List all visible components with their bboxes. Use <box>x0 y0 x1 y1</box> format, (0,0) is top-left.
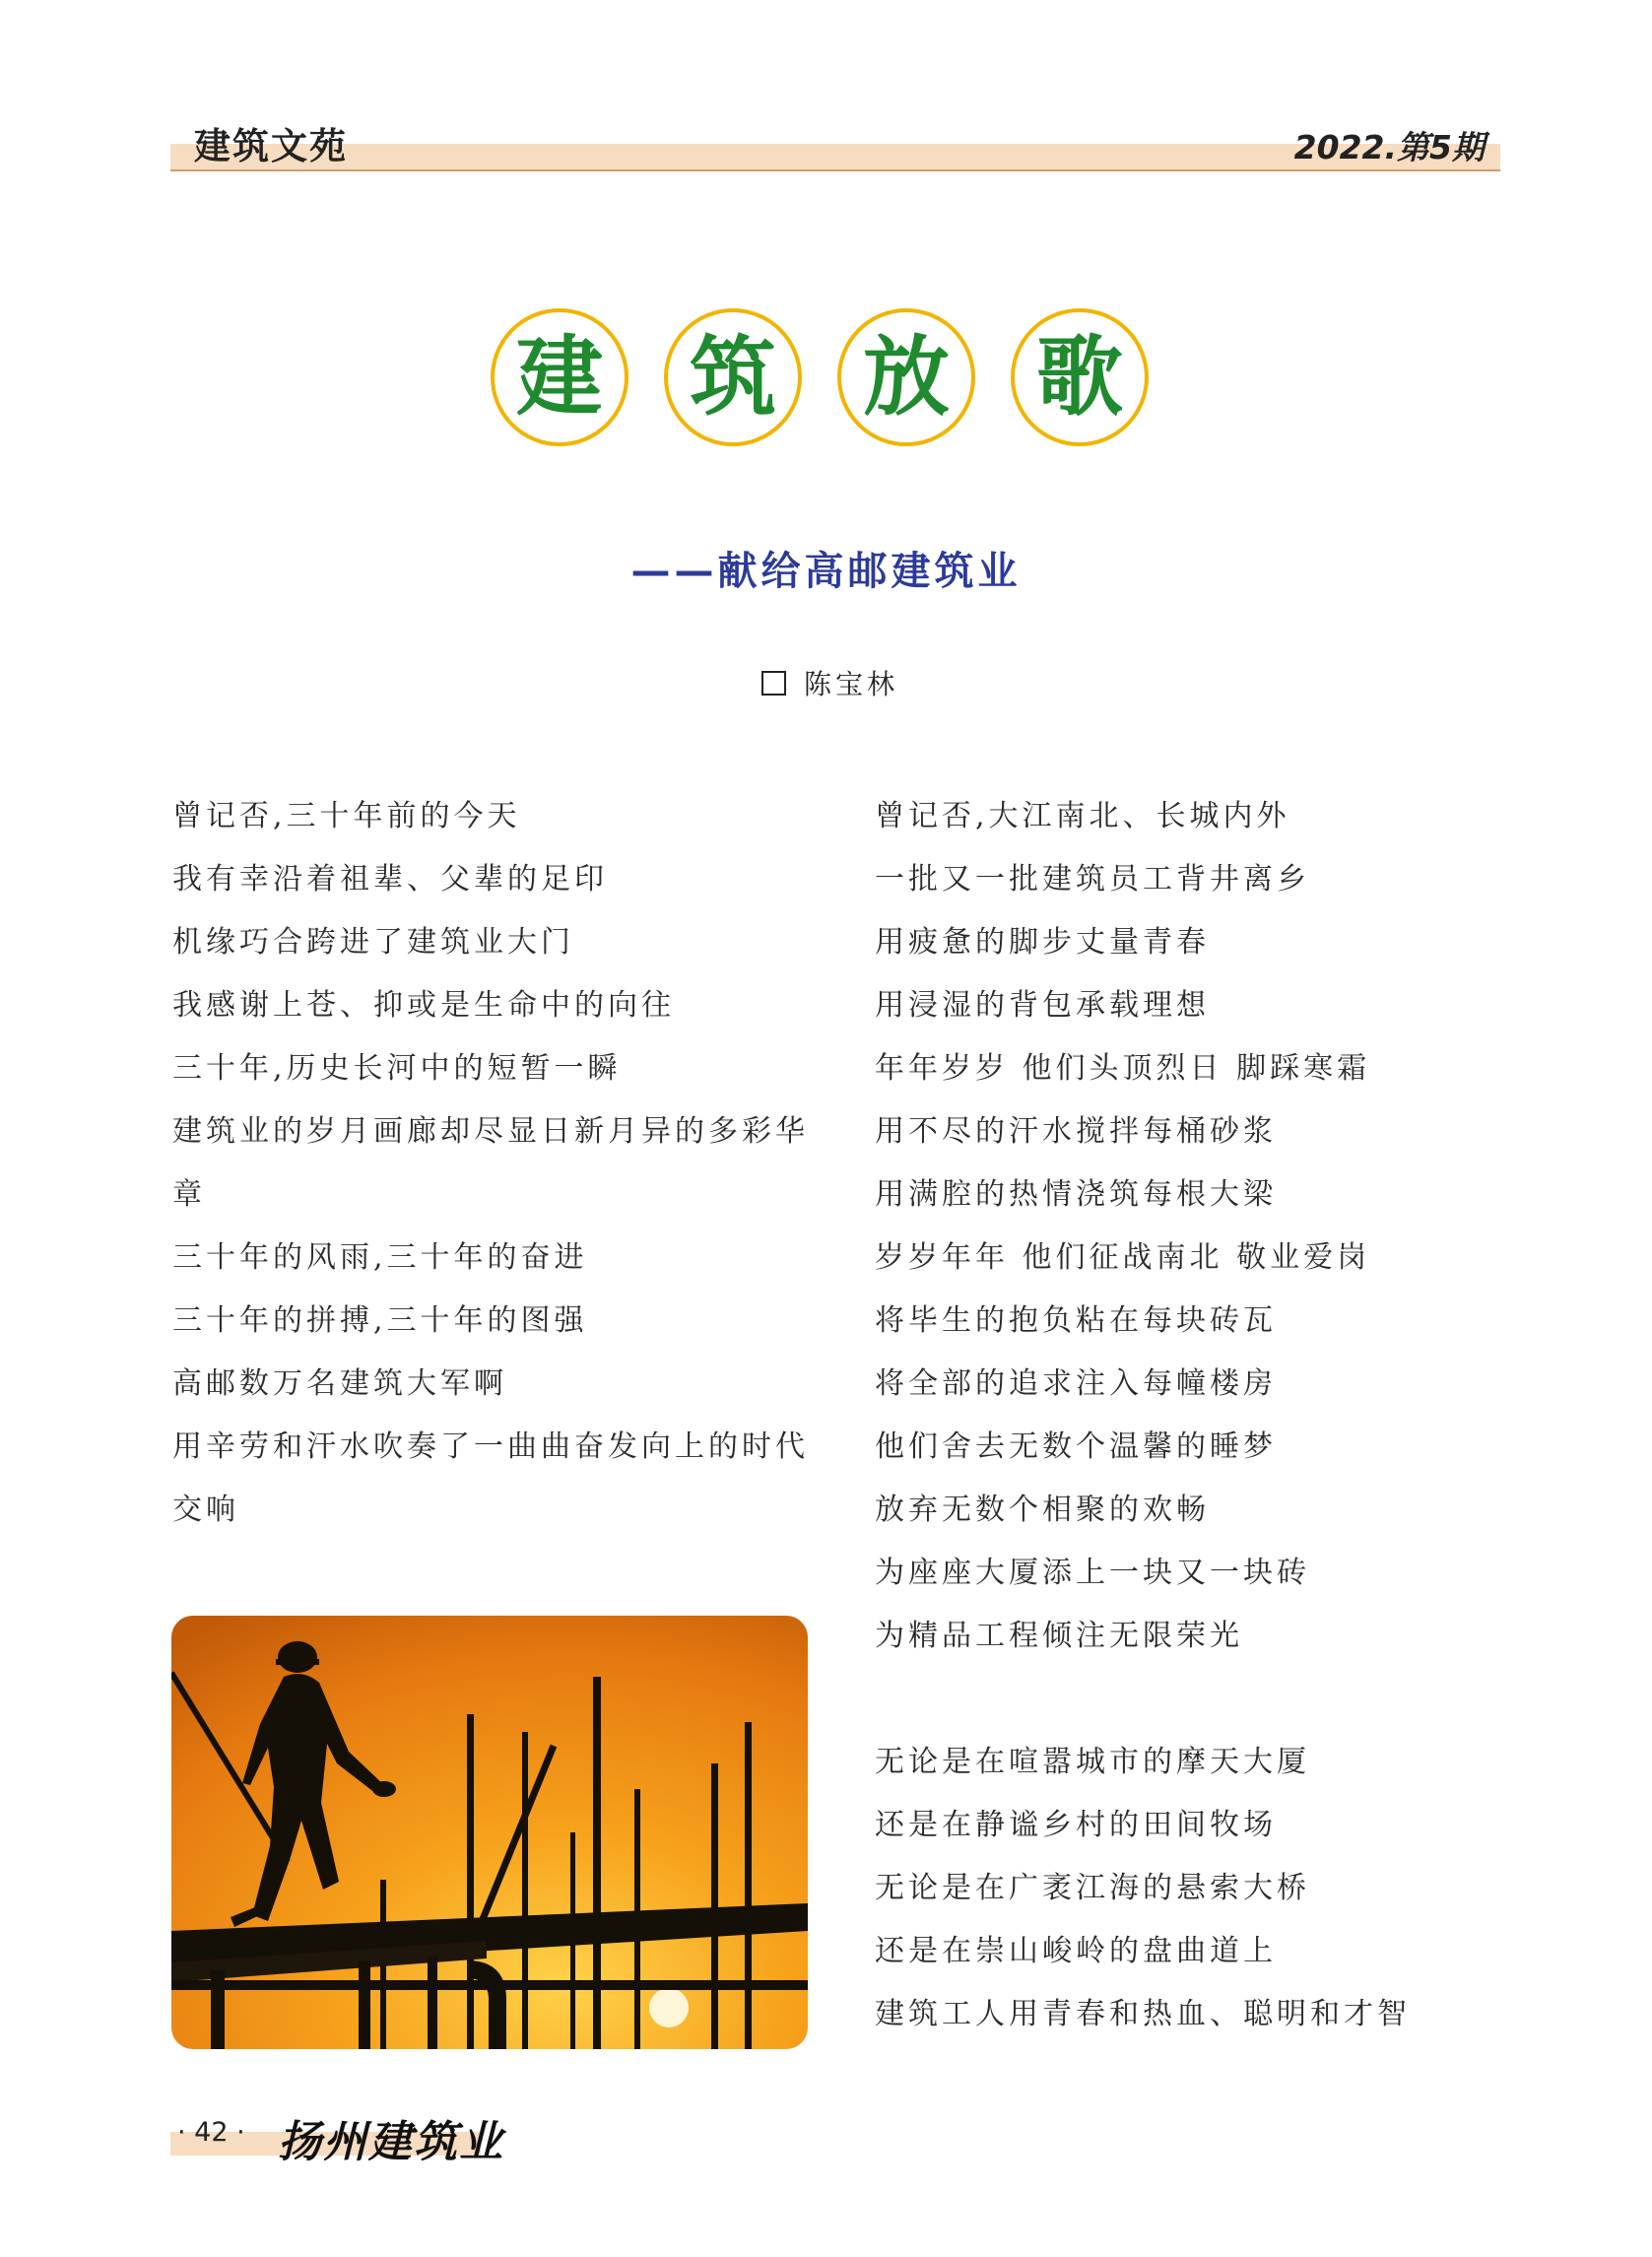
section-title: 建筑文苑 <box>194 125 348 167</box>
magazine-logo: 扬州建筑业 <box>278 2117 504 2167</box>
poem-line: 放弃无数个相聚的欢畅 <box>875 1493 1210 1527</box>
subtitle: ——献给高邮建筑业 <box>630 549 1022 594</box>
poem-line: 无论是在广袤江海的悬索大桥 <box>875 1871 1310 1905</box>
poem-line: 我有幸沿着祖辈、父辈的足印 <box>172 862 608 896</box>
poem-line: 为精品工程倾注无限荣光 <box>875 1619 1243 1653</box>
poem-line: 三十年,历史长河中的短暂一瞬 <box>172 1051 622 1086</box>
author-box-icon <box>761 671 786 696</box>
poem-line: 还是在静谧乡村的田间牧场 <box>875 1808 1277 1842</box>
issue-label: 2022.第5期 <box>1293 128 1485 166</box>
title-char-circle <box>491 308 628 446</box>
stanza-gap <box>875 1668 1486 1731</box>
page-number: · 42 · <box>177 2117 245 2148</box>
worker-sunset-photo <box>171 1616 808 2049</box>
poem-line: 将毕生的抱负粘在每块砖瓦 <box>875 1303 1277 1338</box>
poem-line: 用满腔的热情浇筑每根大梁 <box>875 1177 1277 1212</box>
poem-line: 年年岁岁 他们头顶烈日 脚踩寒霜 <box>875 1051 1371 1086</box>
poem-line: 建筑工人用青春和热血、聪明和才智 <box>875 1997 1411 2031</box>
title-char: 放 <box>862 326 950 428</box>
poem-column-left <box>172 785 809 1542</box>
poem-line: 高邮数万名建筑大军啊 <box>172 1366 507 1401</box>
poem-line: 还是在崇山峻岭的盘曲道上 <box>875 1934 1277 1968</box>
poem-line: 一批又一批建筑员工背井离乡 <box>875 862 1310 896</box>
author-line <box>761 663 898 702</box>
title-char: 筑 <box>689 326 776 428</box>
poem-line: 机缘巧合跨进了建筑业大门 <box>172 925 574 960</box>
author-name: 陈宝林 <box>804 668 899 700</box>
poem-line: 用疲惫的脚步丈量青春 <box>875 925 1210 960</box>
poem-line: 用辛劳和汗水吹奏了一曲曲奋发向上的时代 <box>172 1429 809 1464</box>
poem-line: 将全部的追求注入每幢楼房 <box>875 1366 1277 1401</box>
poem-line: 曾记否,大江南北、长城内外 <box>875 799 1290 833</box>
poem-line: 为座座大厦添上一块又一块砖 <box>875 1556 1310 1590</box>
title-char-circle <box>664 308 802 446</box>
poem-line: 岁岁年年 他们征战南北 敬业爱岗 <box>875 1240 1371 1275</box>
poem-line: 交响 <box>172 1493 239 1527</box>
poem-line: 三十年的风雨,三十年的奋进 <box>172 1240 588 1275</box>
title-char-circle <box>1011 308 1149 446</box>
title-char-circle <box>837 308 975 446</box>
poem-title <box>491 308 1149 446</box>
poem-line: 他们舍去无数个温馨的睡梦 <box>875 1429 1277 1464</box>
poem-line: 三十年的拼搏,三十年的图强 <box>172 1303 588 1338</box>
poem-line: 建筑业的岁月画廊却尽显日新月异的多彩华 <box>172 1114 809 1149</box>
title-char: 歌 <box>1035 326 1123 428</box>
worker-silhouette-image <box>171 1616 808 2049</box>
poem-line: 用浸湿的背包承载理想 <box>875 988 1210 1023</box>
poem-line: 无论是在喧嚣城市的摩天大厦 <box>875 1745 1310 1779</box>
poem-column-right <box>875 785 1486 2046</box>
poem-line: 我感谢上苍、抑或是生命中的向往 <box>172 988 675 1023</box>
poem-line: 曾记否,三十年前的今天 <box>172 799 521 833</box>
poem-line: 章 <box>172 1177 206 1212</box>
header-rule <box>170 169 1500 171</box>
title-char: 建 <box>515 326 603 428</box>
poem-line: 用不尽的汗水搅拌每桶砂浆 <box>875 1114 1277 1149</box>
